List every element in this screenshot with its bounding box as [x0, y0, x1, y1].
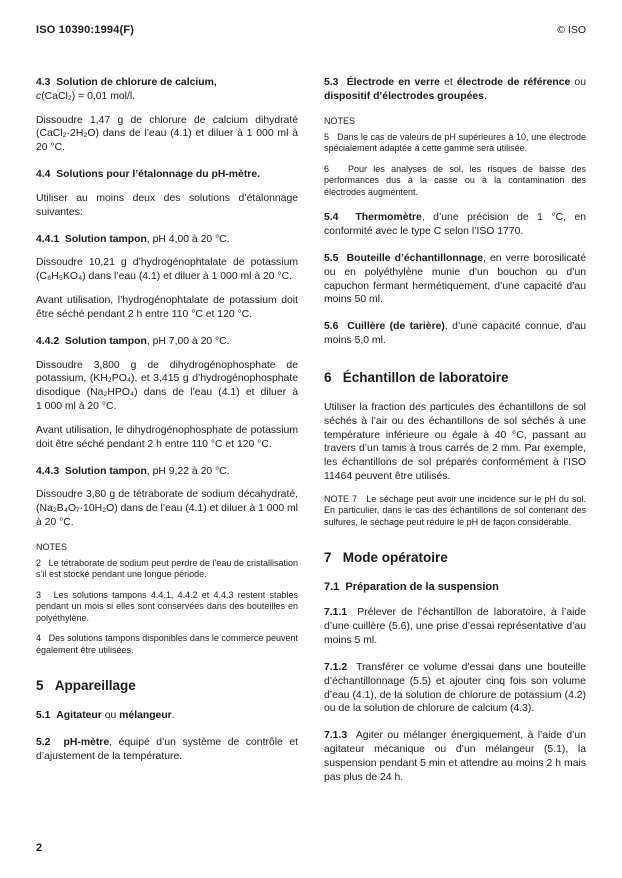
clause-5-3 — [324, 76, 586, 104]
clause-7-1-1 — [324, 606, 586, 647]
clause-5-3-end: . — [483, 90, 487, 102]
clause-4-4-title: 4.4 Solutions pour l’étalonnage du pH-mètre. — [36, 169, 260, 181]
clause-4-3-title: 4.3 Solution de chlorure de calcium, — [36, 77, 217, 88]
note-3: 3 Les solutions tampons 4.4.1, 4.4.2 et 4.4.3 restent stables pendant un mois si elles sont conservées dans des bouteilles en polyéthylène. — [36, 589, 298, 623]
clause-7-1-2-text: Transférer ce volume d’essai dans une bouteille d’échantillonnage (5.5) et ajouter cinq fois son volume d’eau (4.1), de la solution de chlorure de potassium (4.2) ou de la solution de chlorure de calcium (4.3). — [324, 661, 586, 715]
clause-5-5-rest: , en verre borosilicaté ou en polyéthylène munie d’un bouchon ou d’un capuchon fermant hermétiquement, d’une capacité d’au moins 50 ml. — [324, 252, 586, 306]
clause-7-1-1-text: Prélever de l’échantillon de laboratoire, à l’aide d’une cuillère (5.6), une prise d’essai représentative d’au moins 5 ml. — [324, 607, 586, 647]
clause-7-1-2 — [324, 661, 586, 716]
clause-4-4-1 — [36, 233, 298, 247]
two-column-body — [36, 76, 586, 794]
clause-5-5 — [324, 252, 586, 307]
clause-4-3 — [36, 76, 298, 104]
section-7-heading: 7 Mode opératoire — [324, 550, 448, 566]
paragraph-4-4-2b: Avant utilisation, le dihydrogénophosphate de potassium doit être séché pendant 2 h entre 110 °C et 120 °C. — [36, 424, 298, 450]
clause-5-3-conj-2: ou — [570, 77, 586, 88]
clause-4-3-value: (CaCl₂) = 0,01 mol/l. — [41, 90, 136, 102]
document-reference: ISO 10390:1994(F) — [36, 24, 135, 36]
clause-5-1 — [36, 709, 298, 723]
right-column — [324, 76, 586, 794]
note-2: 2 Le tétraborate de sodium peut perdre de l’eau de cristallisation s’il est stocké pendant une longue période. — [36, 557, 298, 580]
clause-7-1-3 — [324, 729, 586, 784]
clause-5-6 — [324, 320, 586, 348]
clause-4-4-1-title: 4.4.1 Solution tampon — [36, 233, 147, 245]
clause-5-1-title-2: mélangeur — [119, 710, 172, 722]
paragraph-4-4-1b: Avant utilisation, l’hydrogénophtalate de potassium doit être séché pendant 2 h entre 110 °C et 120 °C. — [36, 295, 298, 320]
clause-5-3-title: 5.3 Électrode en verre — [324, 77, 440, 88]
clause-5-1-end: . — [171, 710, 175, 722]
clause-5-6-rest: , d’une capacité connue, d’au moins 5,0 ml. — [324, 321, 587, 347]
clause-4-4 — [36, 168, 298, 182]
copyright-notice: © ISO — [557, 24, 586, 36]
clause-5-4-title: 5.4 Thermomètre — [324, 212, 422, 224]
clause-4-4-2-title: 4.4.2 Solution tampon — [36, 335, 147, 347]
clause-7-1-1-number: 7.1.1 — [324, 607, 348, 619]
paragraph-4-4-2a: Dissoudre 3,800 g de dihydrogénophosphate de potassium, (KH₂PO₄), et 3,415 g d’hydrogénophosphate disodique (Na₂HPO₄) dans de l’eau (4.1) et diluer à 1 000 ml à 20 °C. — [36, 359, 298, 413]
page-header — [36, 24, 586, 36]
clause-5-1-title: 5.1 Agitateur — [36, 710, 102, 722]
clause-5-6-title: 5.6 Cuillère (de tarière) — [324, 321, 445, 333]
clause-4-4-3-rest: , pH 9,22 à 20 °C. — [146, 465, 230, 477]
clause-5-2-title: 5.2 pH-mètre — [36, 737, 110, 749]
paragraph-4-4: Utiliser au moins deux des solutions d’étalonnage suivantes: — [36, 192, 298, 218]
note-7: NOTE 7 Le séchage peut avoir une incidence sur le pH du sol. En particulier, dans le cas des échantillons de sol contenant des sulfures, le séchage peut réduire le pH de façon considérable. — [324, 493, 586, 527]
left-column — [36, 76, 298, 794]
clause-5-3-title-2: électrode de référence — [456, 77, 571, 88]
clause-7-1-3-text: Agiter ou mélanger énergiquement, à l’aide d’un agitateur mécanique ou d’un mélangeur (5.1), la suspension pendant 5 min et attendre au moins 2 h mais pas plus de 24 h. — [324, 730, 586, 783]
clause-5-3-conj-1: et — [439, 77, 457, 88]
note-5: 5 Dans le cas de valeurs de pH supérieures à 10, une électrode spécialement adaptée à cette gamme sera utilisée. — [324, 131, 586, 154]
quantity-symbol: c — [36, 90, 42, 102]
clause-5-3-title-3: dispositif d’électrodes groupées — [324, 90, 484, 102]
clause-5-1-conj: ou — [101, 710, 120, 722]
paragraph-4-4-3a: Dissoudre 3,80 g de tétraborate de sodium décahydraté, (Na₂B₄O₇·10H₂O) dans de l’eau (4.1) et diluer à 1 000 ml à 20 °C. — [36, 489, 298, 529]
section-5-heading: 5 Appareillage — [36, 678, 136, 694]
clause-5-5-title: 5.5 Bouteille d’échantillonnage — [324, 252, 483, 264]
clause-5-4-rest: , d’une précision de 1 °C, en conformité avec le type C selon l’ISO 1770. — [324, 212, 587, 238]
note-6: 6 Pour les analyses de sol, les risques de baisse des performances dus à la casse ou à la contamination des électrodes augmentent. — [324, 163, 586, 197]
notes-label: NOTES — [36, 541, 68, 552]
clause-4-4-2-rest: , pH 7,00 à 20 °C. — [146, 335, 230, 347]
clause-7-1-3-number: 7.1.3 — [324, 730, 348, 742]
note-4: 4 Des solutions tampons disponibles dans le commerce peuvent également être utilisées. — [36, 633, 298, 655]
paragraph-4-3: Dissoudre 1,47 g de chlorure de calcium dihydraté (CaCl₂·2H₂O) dans de l’eau (4.1) et diluer à 1 000 ml à 20 °C. — [36, 114, 298, 154]
paragraph-4-4-1a: Dissoudre 10,21 g d’hydrogénophtalate de potassium (C₈H₅KO₄) dans l’eau (4.1) et diluer à 1 000 ml à 20 °C. — [36, 257, 298, 283]
section-6-heading: 6 Échantillon de laboratoire — [324, 369, 509, 385]
notes-label: NOTES — [324, 115, 356, 126]
clause-5-2-rest: , équipé d’un système de contrôle et d’ajustement de la température. — [36, 737, 298, 763]
clause-4-4-2 — [36, 335, 298, 349]
clause-7-1-2-number: 7.1.2 — [324, 661, 348, 673]
clause-4-4-3 — [36, 465, 298, 479]
clause-4-4-1-rest: , pH 4,00 à 20 °C. — [146, 233, 230, 245]
clause-4-4-3-title: 4.4.3 Solution tampon — [36, 465, 147, 477]
paragraph-6: Utiliser la fraction des particules des échantillons de sol séchés à l’air ou des échantillons de sol séchés à une température inférieure ou égale à 40 °C, passant au travers d’un tamis à trous carrés de 2 mm. Par exemple, les échantillons de sol préparés conformément à l’ISO 11464 peuvent être utilisés. — [324, 401, 586, 482]
page-number: 2 — [36, 842, 43, 854]
clause-5-4 — [324, 211, 586, 239]
section-7-1-heading: 7.1 Préparation de la suspension — [324, 581, 499, 594]
clause-5-2 — [36, 736, 298, 764]
